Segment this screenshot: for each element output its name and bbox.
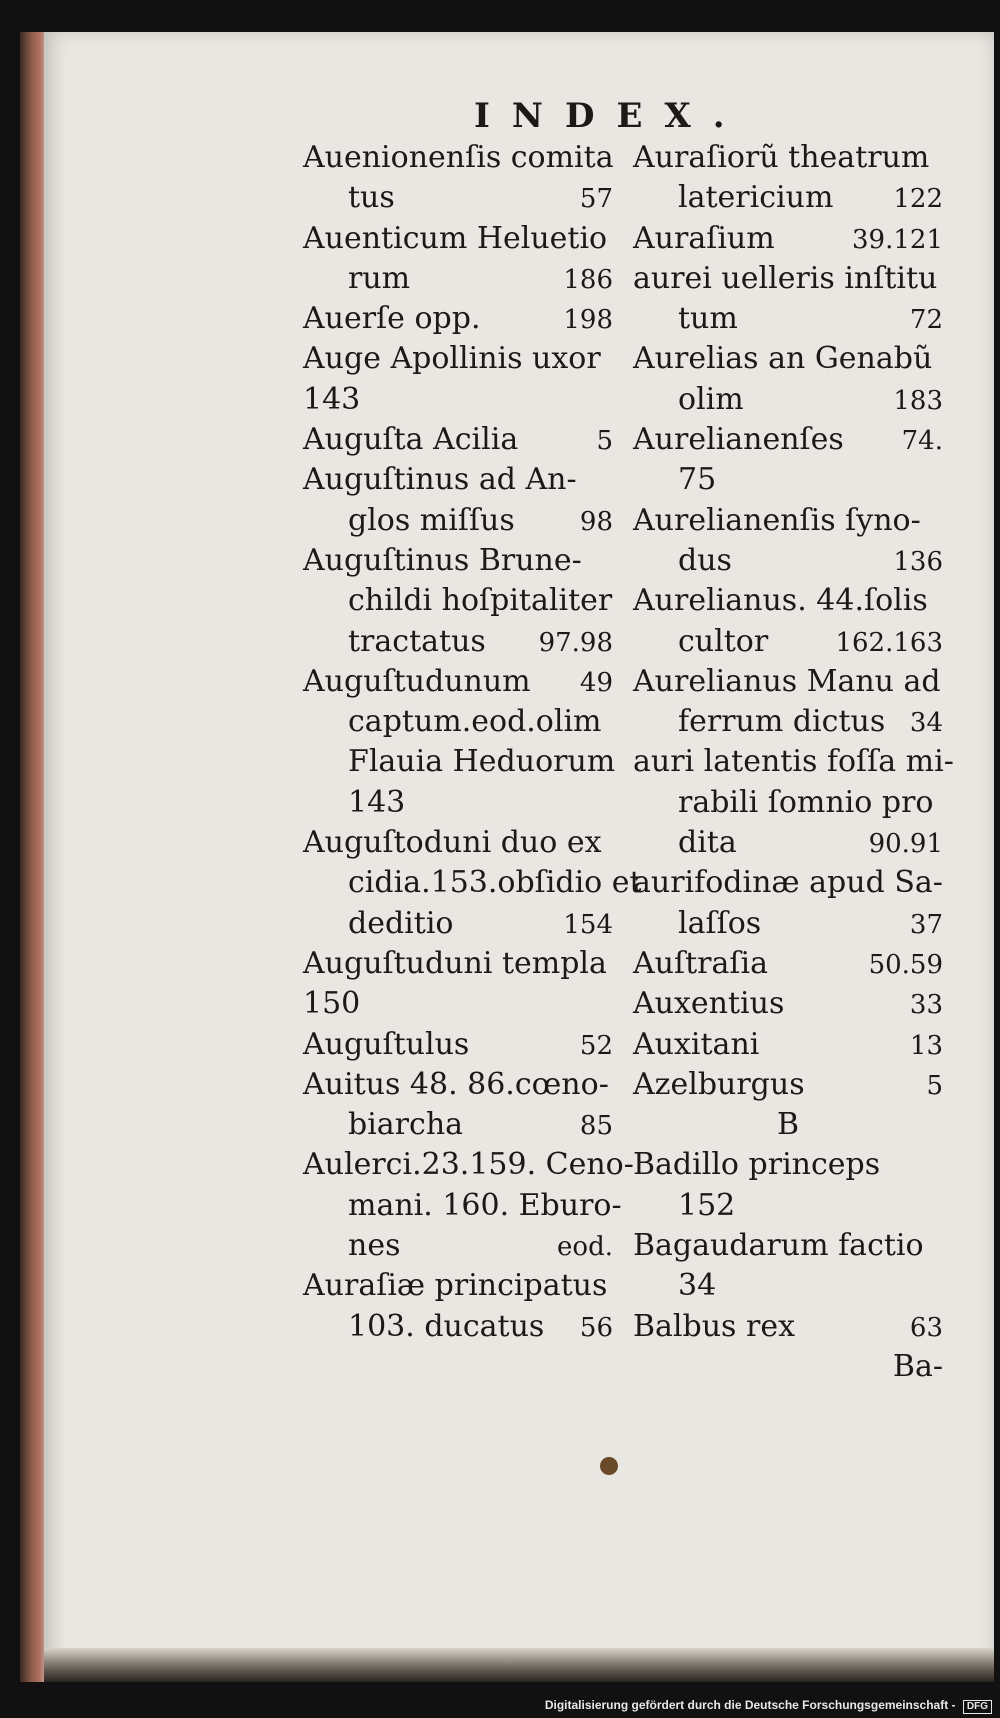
index-entry-line [303,259,613,299]
entry-text: 143 [303,381,361,417]
entry-text: Auguſtoduni duo ex [303,825,602,861]
index-entry-line [303,1266,613,1306]
index-entry-line [633,259,943,299]
ink-dot [600,1457,618,1475]
index-entry-line [633,581,943,621]
entry-text: Bagaudarum factio [633,1228,924,1264]
entry-text: captum.eod.olim [348,704,602,740]
index-entry-line [633,622,943,662]
entry-page-number: 186 [563,264,613,295]
index-entry-line [303,380,613,420]
index-entry-line [633,904,943,944]
entry-text: aurei uelleris inſtitu [633,260,938,296]
entry-page-number: eod. [557,1232,613,1263]
index-entry-line [633,1347,943,1387]
entry-page-number: 57 [579,184,613,215]
index-entry-line [633,944,943,984]
entry-page-number: 198 [563,305,613,336]
index-entry-line [303,702,613,742]
entry-text: 103. ducatus [348,1308,545,1344]
entry-page-number: 122 [893,184,943,215]
index-entry-line [303,823,613,863]
entry-page-number: 162.163 [835,627,943,658]
index-entry-line [633,1266,943,1306]
index-entry-line [303,622,613,662]
index-entry-line [633,541,943,581]
entry-text: Auſtraſia [633,945,768,981]
page-bottom-edge [44,1648,994,1682]
index-entry-line [633,1186,943,1226]
entry-page-number: 52 [579,1030,613,1061]
index-entry-line [633,1145,943,1185]
index-entry-line [633,339,943,379]
digitization-credit [545,1698,992,1714]
entry-page-number: 183 [893,385,943,416]
entry-text: glos miſſus [348,502,515,538]
index-column-right [633,138,954,1387]
entry-page-number: 56 [579,1312,613,1343]
entry-text: tum [678,301,738,337]
index-entry-line [633,1065,943,1105]
entry-text: biarcha [348,1107,464,1143]
entry-text: Auguſtinus Brune- [303,542,582,578]
index-entry-line [303,178,613,218]
entry-page-number: 5 [596,426,613,457]
entry-page-number: 13 [909,1030,943,1061]
entry-text: aurifodinæ apud Sa- [633,865,943,901]
index-entry-line [633,863,943,903]
index-entry-line [303,1105,613,1145]
entry-text: Auenionenſis comita [303,140,614,175]
entry-text: tus [348,180,395,216]
index-entry-line [303,783,613,823]
index-entry-line [303,863,642,903]
entry-text: Aurelias an Genabũ [633,341,933,377]
entry-text: Aurelianus. 44.ſolis [633,583,928,619]
index-entry-line [303,904,613,944]
index-entry-line [633,742,954,782]
index-entry-line [633,299,943,339]
entry-text: 150 [303,986,361,1022]
entry-text: deditio [348,905,454,941]
entry-text: Auguſta Acilia [303,422,519,458]
entry-page-number: 97.98 [538,627,613,658]
entry-text: Auerſe opp. [303,301,481,337]
index-entry-line [303,662,613,702]
entry-text: 34 [678,1268,717,1304]
index-entry-line [633,380,943,420]
index-entry-line [633,1025,943,1065]
entry-text: dus [678,542,732,578]
entry-page-number: 49 [579,667,613,698]
entry-text: Azelburgus [633,1066,805,1102]
index-entry-line [633,460,943,500]
entry-text: childi hoſpitaliter [348,583,613,619]
credit-text: Digitalisierung gefördert durch die Deutsche Forschungsgemeinschaft - [544,1698,956,1712]
entry-text: 152 [678,1187,736,1223]
entry-text: laſſos [678,905,762,941]
entry-text: Auraſiorũ theatrum [633,140,930,175]
index-entry-line [633,1226,943,1266]
index-entry-line [303,581,613,621]
entry-text: rabili ſomnio pro [678,784,934,820]
entry-text: Auxentius [633,986,785,1022]
index-entry-line [303,541,613,581]
index-entry-line [303,219,613,259]
entry-page-number: 39.121 [852,224,943,255]
index-entry-line [303,420,613,460]
entry-text: olim [678,381,744,417]
index-entry-line [633,219,943,259]
entry-text: Auraſiæ principatus [303,1268,608,1304]
entry-text: B [776,1107,800,1143]
entry-text: Auraſium [633,220,775,256]
entry-page-number: 33 [909,990,943,1021]
entry-page-number: 50.59 [868,949,943,980]
entry-page-number: 98 [579,506,613,537]
index-entry-line [633,1307,943,1347]
entry-text: Auge Apollinis uxor [303,341,601,377]
entry-page-number: 63 [909,1312,943,1343]
entry-text: auri latentis foſſa mi- [633,744,954,780]
entry-page-number: 154 [563,909,613,940]
entry-text: Aurelianus Manu ad [633,663,941,699]
index-entry-line [633,702,943,742]
entry-page-number: 136 [893,546,943,577]
entry-text: mani. 160. Eburo- [348,1187,622,1223]
index-entry-line [303,339,613,379]
entry-text: Auguſtinus ad An- [303,462,577,498]
entry-text: rum [348,260,411,296]
entry-text: 75 [678,462,717,498]
index-entry-line [303,138,613,178]
entry-page-number: 5 [926,1070,943,1101]
entry-page-number: 34 [909,708,943,739]
index-entry-line [303,944,613,984]
entry-text: cultor [678,623,769,659]
index-entry-line [303,1065,613,1105]
index-entry-line [303,299,613,339]
index-entry-line [633,178,943,218]
entry-page-number: 72 [909,305,943,336]
entry-text: Auxitani [633,1026,760,1062]
entry-text: Auguſtudunum [303,663,531,699]
index-column-left [303,138,642,1347]
index-entry-line [303,1307,613,1347]
entry-text: ferrum dictus [678,704,886,740]
index-entry-line [303,1025,613,1065]
entry-text: dita [678,825,737,861]
entry-text: Ba- [892,1348,943,1384]
entry-text: Auguſtuduni templa [303,945,607,981]
entry-text: cidia.153.obſidio et [348,865,642,901]
entry-text: Aurelianenſes [633,422,844,458]
entry-page-number: 37 [909,909,943,940]
entry-page-number: 74. [901,426,943,457]
entry-text: Auenticum Heluetio [303,220,608,256]
entry-text: latericium [678,180,834,216]
entry-text: Balbus rex [633,1308,795,1344]
entry-text: Auitus 48. 86.cœno- [303,1066,609,1102]
entry-text: Aurelianenſis ſyno- [633,502,921,538]
entry-text: Aulerci.23.159. Ceno- [303,1147,634,1183]
entry-text: Flauia Heduorum [348,744,616,780]
index-entry-line [633,420,943,460]
entry-text: Badillo princeps [633,1147,881,1183]
index-entry-line [303,460,613,500]
entry-text: Auguſtulus [303,1026,470,1062]
index-entry-line [303,984,613,1024]
entry-page-number: 90.91 [868,829,943,860]
index-entry-line [303,501,613,541]
index-entry-line [303,1145,634,1185]
entry-text: tractatus [348,623,486,659]
page-header: INDEX. [474,96,747,136]
index-entry-line [303,742,616,782]
index-entry-line [633,783,943,823]
entry-text: nes [348,1228,401,1264]
index-entry-line [303,1186,622,1226]
dfg-logo: DFG [963,1700,992,1714]
index-entry-line [633,823,943,863]
index-entry-line [633,1105,943,1145]
index-entry-line [633,984,943,1024]
index-entry-line [303,1226,613,1266]
entry-page-number: 85 [579,1111,613,1142]
index-entry-line [633,662,943,702]
index-entry-line [633,501,943,541]
index-entry-line [633,138,943,178]
entry-text: 143 [348,784,406,820]
